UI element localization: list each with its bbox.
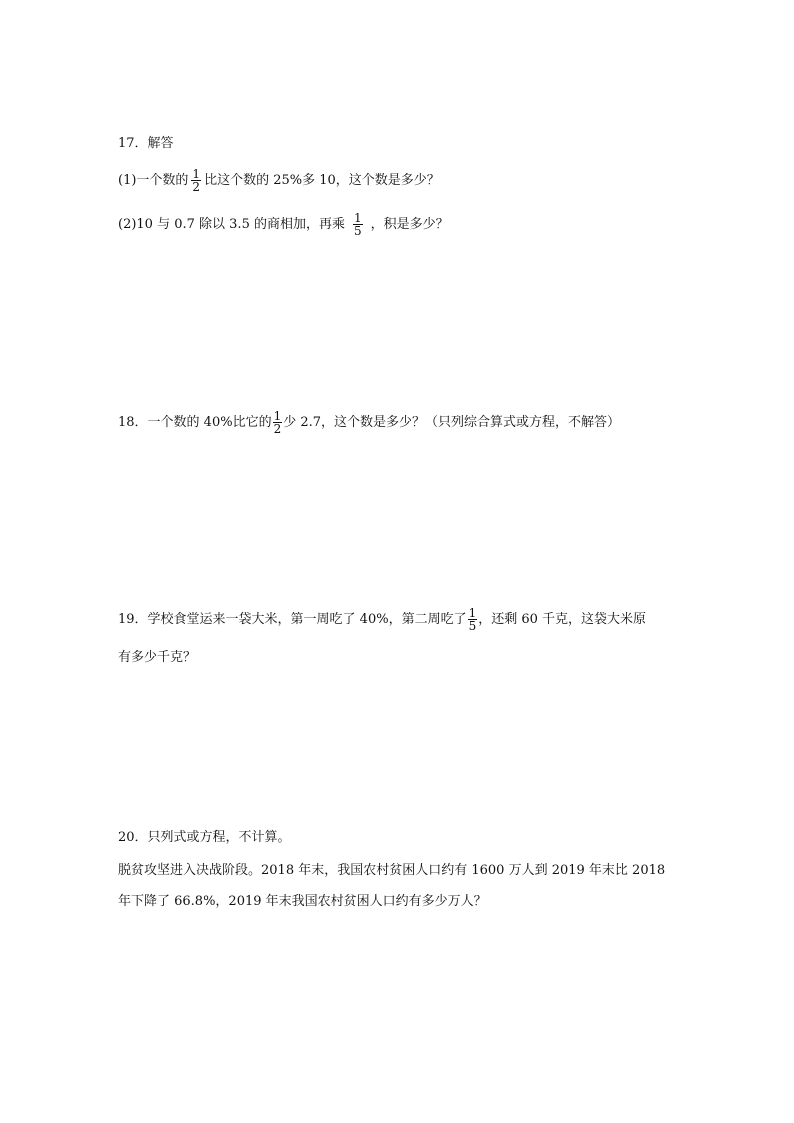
fraction-denominator: 5 <box>353 224 362 238</box>
fraction-numerator: 1 <box>192 167 201 181</box>
question-19-line-2: 有多少千克？ <box>118 650 197 665</box>
q17-p2-text-before: (2)10 与 0.7 除以 3.5 的商相加，再乘 <box>118 217 345 232</box>
fraction-one-fifth <box>468 607 478 632</box>
question-17-part-1 <box>118 168 440 193</box>
fraction-numerator: 1 <box>353 211 362 225</box>
fraction-one-fifth <box>353 212 363 237</box>
q18-text-before: 18．一个数的 40%比它的 <box>118 415 272 430</box>
q18-text-after: 少 2.7，这个数是多少？（只列综合算式或方程，不解答） <box>283 415 621 430</box>
q17-p1-text-before: (1)一个数的 <box>118 173 189 188</box>
fraction-denominator: 5 <box>468 619 477 633</box>
question-17-part-2 <box>118 212 449 237</box>
q17-p1-text-after: 比这个数的 25%多 10，这个数是多少？ <box>204 173 440 188</box>
question-17-title: 17．解答 <box>118 136 174 151</box>
q19-text-after: ，还剩 60 千克，这袋大米原 <box>478 612 647 627</box>
question-20-line-2: 年下降了 66.8%，2019 年末我国农村贫困人口约有多少万人？ <box>118 894 487 909</box>
question-20-line-1: 脱贫攻坚进入决战阶段。2018 年末，我国农村贫困人口约有 1600 万人到 2019 年末比 2018 <box>118 863 666 878</box>
q19-text-before: 19．学校食堂运来一袋大米，第一周吃了 40%，第二周吃了 <box>118 612 467 627</box>
question-20-title: 20．只列式或方程，不计算。 <box>118 830 291 845</box>
fraction-denominator: 2 <box>273 422 282 436</box>
fraction-numerator: 1 <box>468 606 477 620</box>
q17-p2-text-after: ，积是多少？ <box>370 217 449 232</box>
question-18-text <box>118 410 620 435</box>
question-19-line-1 <box>118 607 646 632</box>
fraction-denominator: 2 <box>192 180 201 194</box>
fraction-one-half <box>273 410 283 435</box>
fraction-numerator: 1 <box>273 409 282 423</box>
fraction-one-half <box>191 168 201 193</box>
